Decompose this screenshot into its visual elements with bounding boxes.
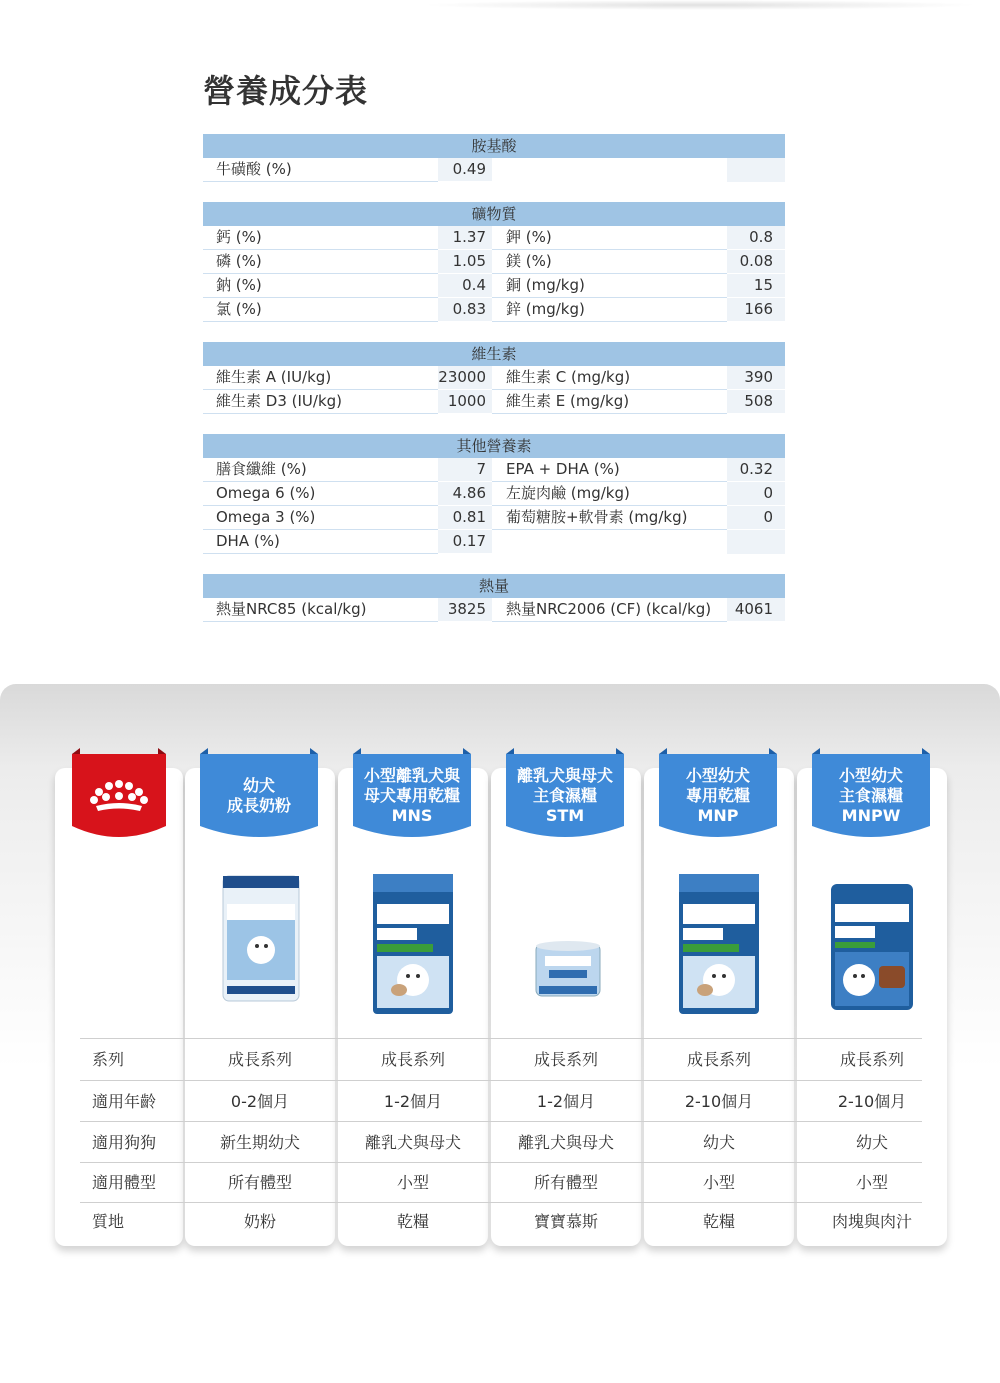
series-value: 成長系列 [839,1050,904,1069]
nutrient-value: 4.86 [438,482,492,506]
product-title-line: 成長奶粉 [226,796,291,815]
nutrient-name [492,158,727,182]
product-title-line: 幼犬 [242,776,275,795]
nutrient-value: 0.49 [438,158,492,182]
row-divider [80,1038,922,1039]
age-value: 1-2個月 [383,1092,443,1111]
texture-value: 奶粉 [243,1212,276,1231]
age-value: 2-10個月 [684,1092,754,1111]
size-value: 所有體型 [533,1173,598,1192]
nutrition-section [203,202,785,322]
nutrient-name: 銅 (mg/kg) [492,274,727,298]
section-header: 其他營養素 [203,434,785,458]
nutrient-name: 鈉 (%) [203,274,438,298]
nutrient-name: Omega 3 (%) [203,506,438,530]
row-divider [80,1121,922,1122]
nutrient-name: 鈣 (%) [203,226,438,250]
age-value: 1-2個月 [536,1092,596,1111]
product-title-line: 主食濕糧 [838,786,903,805]
product-title-line: 小型幼犬 [685,766,750,785]
size-value: 小型 [855,1173,888,1192]
texture-value: 肉塊與肉汁 [831,1212,912,1231]
nutrient-name: 鉀 (%) [492,226,727,250]
series-value: 成長系列 [686,1050,751,1069]
nutrient-value: 3825 [438,598,492,622]
nutrient-value: 0.4 [438,274,492,298]
product-title [200,748,318,840]
nutrient-value [727,530,785,554]
nutrient-value: 0.81 [438,506,492,530]
texture-value: 乾糧 [702,1212,735,1231]
section-header: 維生素 [203,342,785,366]
size-value: 所有體型 [227,1173,292,1192]
nutrient-value: 15 [727,274,785,298]
nutrient-name: 維生素 C (mg/kg) [492,366,727,390]
size-value: 小型 [702,1173,735,1192]
nutrient-row [203,506,785,530]
texture-value: 寶寶慕斯 [533,1212,598,1231]
nutrient-row [203,158,785,182]
section-header: 熱量 [203,574,785,598]
product-title-line: MNPW [841,806,901,825]
product-image [221,870,301,1009]
row-divider [80,1080,922,1081]
product-image [535,940,601,1006]
age-value: 2-10個月 [837,1092,907,1111]
nutrient-name: 葡萄糖胺+軟骨素 (mg/kg) [492,506,727,530]
nutrient-name: DHA (%) [203,530,438,554]
age-value: 0-2個月 [230,1092,290,1111]
nutrient-value: 1.37 [438,226,492,250]
product-title-line: MNS [391,806,433,825]
texture-value: 乾糧 [396,1212,429,1231]
nutrient-value: 0.08 [727,250,785,274]
product-title-line: 專用乾糧 [685,786,750,805]
nutrition-section [203,434,785,554]
product-title-line: 離乳犬與母犬 [516,766,613,785]
product-title-tab [506,748,624,840]
nutrient-value: 0.32 [727,458,785,482]
nutrient-row [203,250,785,274]
nutrient-name [492,530,727,554]
nutrient-row [203,274,785,298]
product-title-tab [200,748,318,840]
nutrient-value [727,158,785,182]
product-title [353,748,471,840]
nutrient-row [203,226,785,250]
nutrient-value: 390 [727,366,785,390]
nutrient-value: 1000 [438,390,492,414]
nutrient-value: 23000 [438,366,492,390]
nutrient-name: 熱量NRC2006 (CF) (kcal/kg) [492,598,727,622]
row-divider [80,1202,922,1203]
nutrient-row [203,482,785,506]
nutrient-name: 維生素 A (IU/kg) [203,366,438,390]
nutrient-name: 鎂 (%) [492,250,727,274]
nutrient-name: 左旋肉鹼 (mg/kg) [492,482,727,506]
product-title-line: 小型幼犬 [838,766,903,785]
nutrition-table [203,66,785,642]
product-image [829,880,915,1018]
series-value: 成長系列 [227,1050,292,1069]
dog-value: 離乳犬與母犬 [364,1133,461,1152]
product-title-tab [659,748,777,840]
nutrient-value: 1.05 [438,250,492,274]
nutrient-value: 0 [727,482,785,506]
nutrition-sections [203,134,785,622]
nutrient-row [203,598,785,622]
product-title [812,748,930,840]
nutrient-name: 膳食纖維 (%) [203,458,438,482]
nutrient-name: 磷 (%) [203,250,438,274]
product-title-tab [353,748,471,840]
nutrient-name: Omega 6 (%) [203,482,438,506]
row-label: 系列 [92,1050,125,1069]
nutrient-name: 鋅 (mg/kg) [492,298,727,322]
nutrition-section [203,342,785,414]
nutrient-row [203,530,785,554]
royal-canin-crown-logo [72,748,166,840]
product-title-line: STM [545,806,585,825]
nutrient-row [203,458,785,482]
product-image [371,868,455,1022]
nutrient-name: 牛磺酸 (%) [203,158,438,182]
nutrient-name: 維生素 E (mg/kg) [492,390,727,414]
row-label: 適用年齡 [92,1092,157,1111]
dog-value: 幼犬 [855,1133,888,1152]
nutrient-value: 0.83 [438,298,492,322]
product-title-line: 小型離乳犬與 [363,766,460,785]
nutrient-name: 熱量NRC85 (kcal/kg) [203,598,438,622]
product-title-tab [812,748,930,840]
product-title-line: MNP [697,806,739,825]
row-label: 適用體型 [92,1173,157,1192]
dog-value: 新生期幼犬 [219,1133,300,1152]
nutrient-value: 0.8 [727,226,785,250]
series-value: 成長系列 [380,1050,445,1069]
product-title [506,748,624,840]
nutrition-section [203,574,785,622]
nutrient-value: 0.17 [438,530,492,554]
size-value: 小型 [396,1173,429,1192]
product-image [677,868,761,1022]
nutrient-name: EPA + DHA (%) [492,458,727,482]
nutrient-name: 氯 (%) [203,298,438,322]
row-label: 質地 [92,1212,125,1231]
nutrient-value: 508 [727,390,785,414]
nutrient-row [203,390,785,414]
row-label: 適用狗狗 [92,1133,157,1152]
product-title-line: 主食濕糧 [532,786,597,805]
top-shadow [420,0,980,10]
section-header: 胺基酸 [203,134,785,158]
nutrient-row [203,298,785,322]
nutrition-section [203,134,785,182]
series-value: 成長系列 [533,1050,598,1069]
page-title: 營養成分表 [203,72,369,110]
nutrient-name: 維生素 D3 (IU/kg) [203,390,438,414]
dog-value: 幼犬 [702,1133,735,1152]
dog-value: 離乳犬與母犬 [517,1133,614,1152]
row-divider [80,1162,922,1163]
nutrient-row [203,366,785,390]
nutrient-value: 7 [438,458,492,482]
nutrient-value: 166 [727,298,785,322]
product-title [659,748,777,840]
nutrient-value: 4061 [727,598,785,622]
nutrient-value: 0 [727,506,785,530]
product-title-line: 母犬專用乾糧 [363,786,460,805]
section-header: 礦物質 [203,202,785,226]
